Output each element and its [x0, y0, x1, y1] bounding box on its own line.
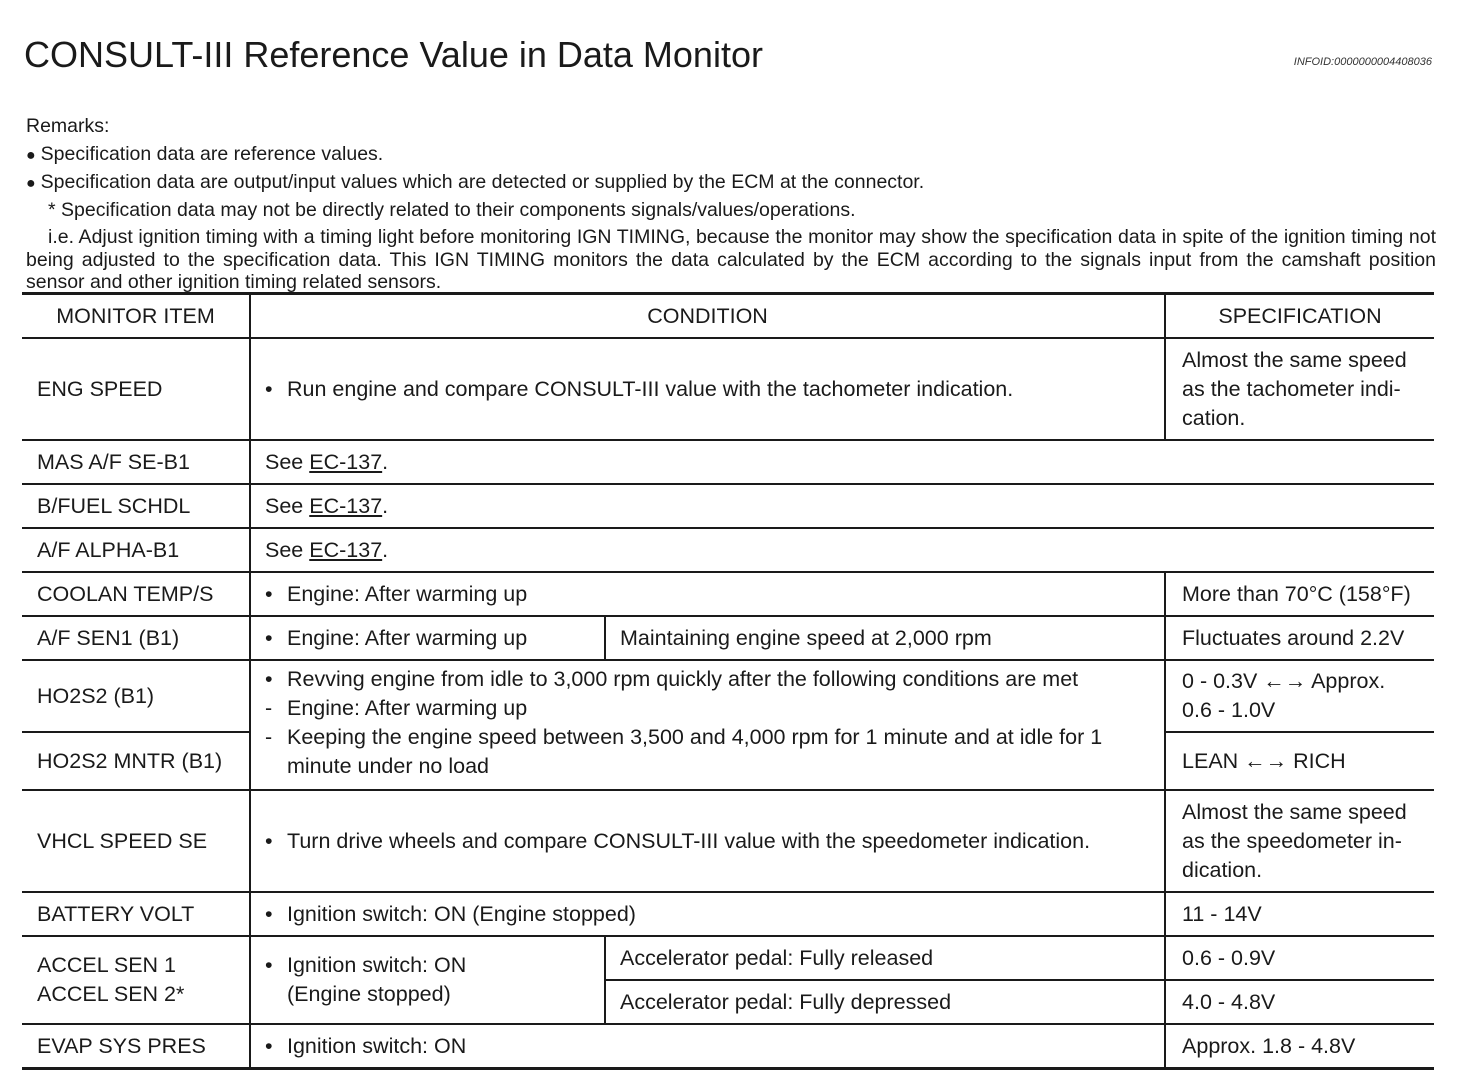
spec-cell: More than 70°C (158°F) [1165, 572, 1434, 616]
header-condition: CONDITION [250, 294, 1165, 339]
condition-cell: • Ignition switch: ON (Engine stopped) [250, 892, 1165, 936]
condition-line: - Keeping the engine speed between 3,500 and 4,000 rpm for 1 minute and at idle for 1 minute under no load [265, 725, 1103, 778]
monitor-item: B/FUEL SCHDL [22, 484, 250, 528]
table-row [22, 892, 1434, 936]
condition-text: • Run engine and compare CONSULT-III value with the tachometer indication. [265, 377, 1013, 401]
table-row [22, 528, 1434, 572]
table-row [22, 440, 1434, 484]
ec-137-link[interactable]: EC-137 [309, 537, 383, 562]
spec-cell: 0 - 0.3V ←→ Approx. 0.6 - 1.0V [1165, 660, 1434, 732]
condition-cell [250, 338, 1165, 440]
spec-cell: 4.0 - 4.8V [1165, 980, 1434, 1024]
monitor-item: COOLAN TEMP/S [22, 572, 250, 616]
table-row [22, 338, 1434, 440]
info-id: INFOID:0000000004408036 [1293, 56, 1432, 68]
ec-137-link[interactable]: EC-137 [309, 493, 383, 518]
remarks-section [26, 112, 1436, 294]
monitor-item: BATTERY VOLT [22, 892, 250, 936]
sub-condition-cell: Accelerator pedal: Fully released [605, 936, 1165, 980]
monitor-item: HO2S2 (B1) [22, 660, 250, 732]
condition-cell: • Turn drive wheels and compare CONSULT-III value with the speedometer indication. [250, 790, 1165, 892]
table-row [22, 790, 1434, 892]
ec-137-link[interactable]: EC-137 [309, 449, 383, 474]
condition-cell: See EC-137. [250, 528, 1434, 572]
data-monitor-table [22, 292, 1434, 1070]
condition-line: - Engine: After warming up [265, 694, 1158, 723]
remark-example: i.e. Adjust ignition timing with a timing light before monitoring IGN TIMING, because the monitor may show the specification data in spite of the ignition timing not being adjusted to the specification data. This IGN TIMING monitors the data calculated by the ECM according to the signals input from the camshaft position sensor and other ignition timing related sensors. [26, 226, 1436, 293]
monitor-item: MAS A/F SE-B1 [22, 440, 250, 484]
table-row [22, 484, 1434, 528]
remark-bullet-1: ● Specification data are reference values. [26, 140, 1436, 168]
spec-cell: 0.6 - 0.9V [1165, 936, 1434, 980]
condition-cell: • Engine: After warming up [250, 616, 605, 660]
monitor-item: ACCEL SEN 1 ACCEL SEN 2* [22, 936, 250, 1024]
table-header-row [22, 294, 1434, 339]
monitor-item: HO2S2 MNTR (B1) [22, 732, 250, 790]
table-row [22, 660, 1434, 732]
condition-cell: • Engine: After warming up [250, 572, 1165, 616]
monitor-item: VHCL SPEED SE [22, 790, 250, 892]
condition-line: • Revving engine from idle to 3,000 rpm quickly after the following conditions are met [265, 665, 1158, 694]
table-row [22, 936, 1434, 980]
monitor-item: A/F ALPHA-B1 [22, 528, 250, 572]
condition-line: (Engine stopped) [287, 982, 451, 1006]
condition-cell: • Ignition switch: ON [250, 1024, 1165, 1069]
remark-note: * Specification data may not be directly related to their components signals/values/operations. [48, 199, 856, 221]
table-row [22, 616, 1434, 660]
spec-cell: 11 - 14V [1165, 892, 1434, 936]
condition-cell: See EC-137. [250, 440, 1434, 484]
header-monitor-item: MONITOR ITEM [22, 294, 250, 339]
monitor-item: A/F SEN1 (B1) [22, 616, 250, 660]
sub-condition-cell: Maintaining engine speed at 2,000 rpm [605, 616, 1165, 660]
page-title: CONSULT-III Reference Value in Data Monitor [24, 34, 763, 75]
header-specification: SPECIFICATION [1165, 294, 1434, 339]
condition-cell [250, 936, 605, 1024]
spec-cell: Fluctuates around 2.2V [1165, 616, 1434, 660]
sub-condition-cell: Accelerator pedal: Fully depressed [605, 980, 1165, 1024]
spec-cell: LEAN ←→ RICH [1165, 732, 1434, 790]
monitor-item: ENG SPEED [22, 338, 250, 440]
condition-cell: See EC-137. [250, 484, 1434, 528]
spec-cell: Almost the same speed as the speedometer in-dication. [1165, 790, 1434, 892]
monitor-item: EVAP SYS PRES [22, 1024, 250, 1069]
spec-cell: Approx. 1.8 - 4.8V [1165, 1024, 1434, 1069]
remarks-heading: Remarks: [26, 115, 110, 137]
remark-bullet-2: ● Specification data are output/input values which are detected or supplied by the ECM at the connector. [26, 168, 1436, 196]
table-row [22, 572, 1434, 616]
table-row [22, 1024, 1434, 1069]
condition-cell [250, 660, 1165, 790]
spec-cell: Almost the same speed as the tachometer indi-cation. [1165, 338, 1434, 440]
condition-line: • Ignition switch: ON [265, 951, 590, 980]
